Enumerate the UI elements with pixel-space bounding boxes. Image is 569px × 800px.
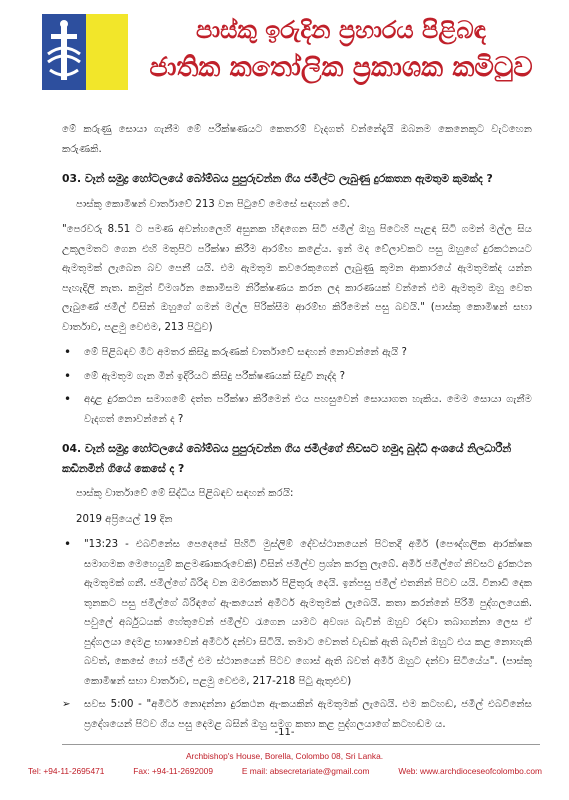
list-item: • මේ පිළිබඳව මීට අමතර කිසිදු කරුණක් වාර්තාවේ සඳහන් නොවන්නේ ඇයි ?	[62, 343, 532, 363]
footer-fax: Fax: +94-11-2692009	[133, 766, 213, 776]
intro-paragraph: මේ කරුණු සොයා ගැනීම මේ පරීක්ෂණයට කෙතරම් වැදගත් වන්නේදැයි ඔබනම කෙනෙකුට වැටහෙන කරුණකි.	[62, 124, 532, 155]
footer-divider	[62, 744, 540, 745]
question-03-bullet-list	[62, 343, 532, 429]
question-04-heading: 04. වෑන් සමුද්‍ර හෝටලයේ බෝම්බය පුපුරුවන්න ගිය ජමීල්ගේ නිවසට හමුදා බුද්ධි අංශයේ නිලධාරීන් කඩිනමින් ගියේ කෙසේ ද ?	[62, 442, 511, 475]
bullet-icon: •	[64, 368, 72, 383]
question-03-heading: 03. වෑන් සමුද්‍ර හෝටලයේ බෝම්බය පුපුරුවන්න ගිය ජමීල්ට ලැබුණු දුරකතන ඇමතුම කුමක්ද ?	[62, 172, 493, 185]
list-item: • "13:23 - එබවිනේස පෙදෙසේ පිහිටි මුස්ලිම් දේවස්ථානයෙන් පිටතදී අමීර් (පෞද්ගලික ආරක්ෂක සමාගමක මෙහෙයුම් කළමණාකරුවෙකි) විසින් ජමීල්ව ප්‍රශ්න කරනු ලැබේ. අමීර් ජමීල්ගේ නිවසට දුරකථන ඇමතුමක් ගනී. ජමීල්ගේ බිරිඳ වන ඔමරකතාර් පිළිතුරු දෙයි. ඉන්පසු ජමීල් එතනින් පිටව යයි. විනාඩි දෙක තුනකට පසු ජමීල්ගේ බිරිඳගේ ඇංකයෙන් අමීර්ට ඇමතුමක් ලැබෙයි. කතා කරන්නේ පිරිමි පුද්ගලයෙකි. පවුලේ අර්බුධයක් හේතුවෙන් ජමීල්ව රැගෙන යාමට අවශ්‍ය බැවින් ඔහුව රඳවා තබාගන්නා ලෙස ඒ පුද්ගලයා දෙමළ භාෂාවෙන් අමීර්ට දන්වා සිටියි. තමාට වෙනත් වැඩක් ඇති බැවින් ඔහුට එය කළ නොහැකි බවත්, කෙසේ හෝ ජමීල් එම ස්ථානයෙන් පිටව ගොස් ඇති බවත් අමීර් ඔහුට දන්වා සිටියේය". (පාස්කු කොමිෂන් සභා වාර්තාව, පළමු වෙළුම, 217-218 පිටු ඇතුළුව)	[64, 537, 532, 687]
bullet-icon: •	[64, 537, 72, 551]
question-04-bullet-list	[62, 535, 532, 691]
document-body	[62, 120, 532, 734]
page-number: -11-	[274, 727, 295, 738]
question-03-quote: "පෙරවරු 8.51 ට පමණ අවන්හලෙහි අසුනක හිඳගෙන සිටි ජමීල් ඔහු පිටෙහි පැළඳ සිටි ගමන් මල්ල සිය උකුලමතට ගෙන එහි මතුපිට පරීක්ෂා කිරීම ආරම්භ කළේය. ඉන් මද වේලාවකට පසු ඔහුගේ දුරකථනයට ඇමතුමක් ලැබෙන බව පෙනී යයි. එම ඇමතුම කවරෙකුගෙන් ලැබුණු කුමන ආකාරයේ ඇමතුමක්ද යන්න පැහැදිලි නැත. කමුත් විමර්ශන කොමිසම නිරීක්ෂණය කරන ලද කාරණයක් වන්නේ එම ඇමතුම ඔහු වෙත ලැබුණේ ජමීල් විසින් ඔහුගේ ගමන් මල්ල පිරික්සීම ආරම්භ කිරීමෙන් පසු බවයි." (පාස්කු කොමිෂන් සභා වාර්තාව, පළමු වෙළුම, 213 පිටුව)	[62, 224, 532, 333]
header-title-line2: ජාතික කතෝලික ප්‍රකාශක කමිටුව	[149, 52, 533, 83]
footer-tel: Tel: +94-11-2695471	[28, 766, 105, 776]
letterhead	[0, 0, 569, 100]
question-03-intro: පාස්කු කොමිෂන් වාර්තාවේ 213 වන පිටුවේ මෙසේ සඳහන් වේ.	[76, 198, 350, 210]
cross-emblem-icon	[42, 14, 128, 90]
list-item: • අදාළ දුරකථන සමාගමේ දත්ත පරීක්ෂා කිරීමෙන් එය පහසුවෙන් සොයාගත හැකිය. මෙම සොයා ගැනීම වැදගත් නොවන්නේ ද ?	[64, 392, 532, 425]
footer-web-link[interactable]: Web: www.archdioceseofcolombo.com	[398, 766, 542, 776]
list-item: • මේ ඇමතුම ගැන මින් ඉදිරියට කිසිදු පරීක්ෂණයක් සිදුවී නැද්ද ?	[62, 367, 532, 387]
footer-email: E mail: absecretariate@gmail.com	[241, 766, 370, 776]
question-04-intro: පාස්කු වාර්තාවේ මේ සිද්ධිය පිළිබඳව සඳහන් කරයි:	[76, 488, 294, 499]
sub-item-text: "අමීර්ට නොදන්නා දුරකථන ඇංකයකින් ඇමතුමක් ලැබෙයි. එම කටහඬ, ජමීල් එබවිනේස ප්‍රදේශයෙන් පිටව ගිය පසු දෙමළ බසින් ඔහු සමග කතා කළ පුද්ගලයාගේ කටහඬම ය.	[84, 699, 532, 730]
arrow-bullet-icon: ➢	[62, 699, 71, 710]
footer-address: Archbishop's House, Borella, Colombo 08, Sri Lanka.	[185, 751, 384, 761]
question-04-date: 2019 අප්‍රියෙල් 19 දින	[76, 513, 173, 525]
header-title-line1: පාස්කු ඉරුදින ප්‍රහාරය පිළිබඳ	[196, 16, 486, 44]
bullet-icon: •	[64, 392, 72, 406]
footer-contacts	[28, 766, 548, 776]
sub-item-time: සවස 5:00 -	[84, 699, 142, 710]
archdiocese-logo	[42, 14, 128, 90]
bullet-icon: •	[64, 345, 72, 359]
